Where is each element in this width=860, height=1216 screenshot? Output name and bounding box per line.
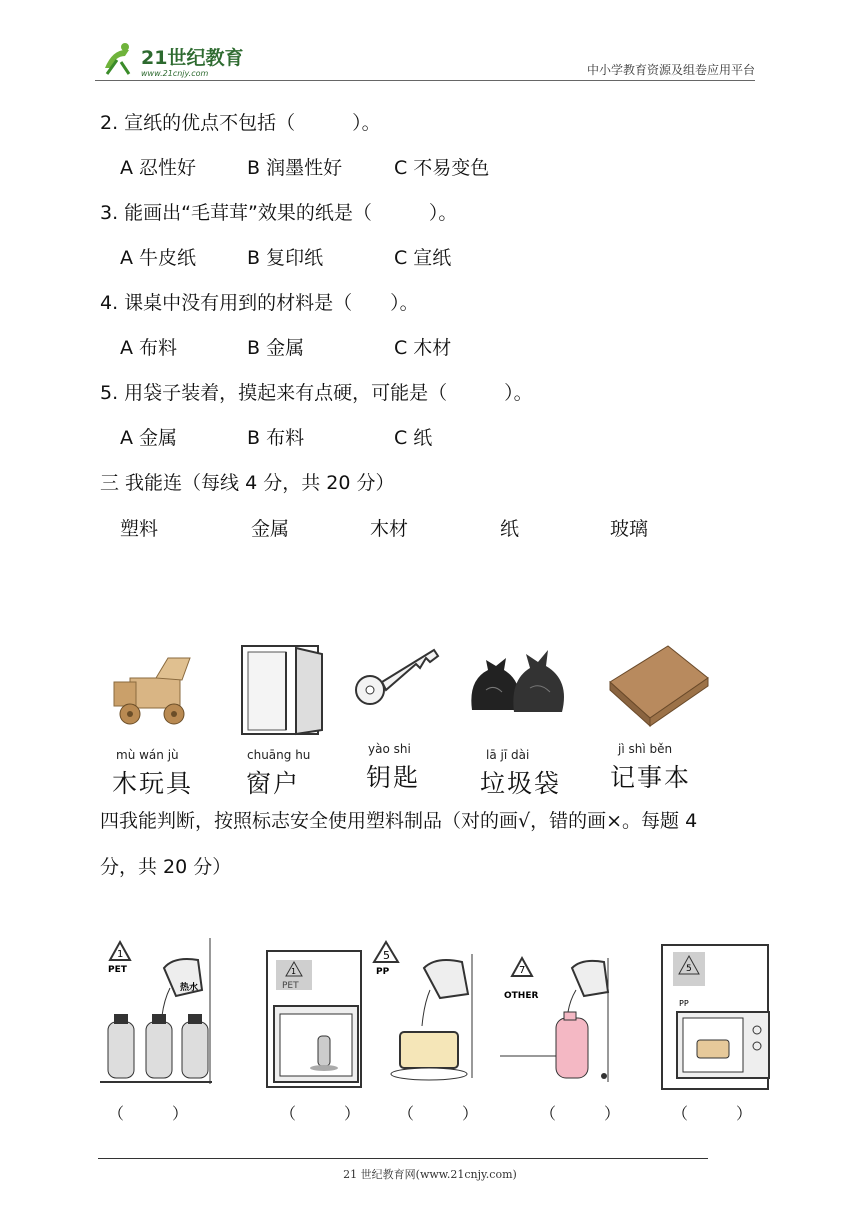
q2-option-a: A 忍性好 — [120, 157, 197, 179]
recycle-code-1: 1 — [117, 949, 124, 960]
item-hanzi-wooden-toy: 木玩具 — [112, 769, 194, 798]
footer-text: 21 世纪教育网(www.21cnjy.com) — [343, 1168, 517, 1181]
item-pinyin-key: yào shi — [368, 742, 411, 756]
question-2: 2. 宣纸的优点不包括（ ）。 — [100, 112, 381, 134]
recycle-label-pet-b: PET — [282, 981, 299, 991]
answer-blank-1[interactable]: （ ） — [108, 1104, 189, 1123]
section3-title: 三 我能连（每线 4 分，共 20 分） — [100, 472, 395, 494]
q5-option-a: A 金属 — [120, 427, 178, 449]
recycle-label-pet: PET — [108, 965, 127, 975]
item-hanzi-key: 钥匙 — [366, 763, 421, 792]
item-pinyin-wooden-toy: mù wán jù — [116, 748, 179, 762]
q2-option-b: B 润墨性好 — [247, 157, 343, 179]
answer-blank-5[interactable]: （ ） — [672, 1104, 753, 1123]
question-5: 5. 用袋子装着，摸起来有点硬，可能是（ ）。 — [100, 382, 533, 404]
item-pinyin-garbage-bag: lā jī dài — [486, 748, 530, 762]
q4-option-b: B 金属 — [247, 337, 305, 359]
q3-option-a: A 牛皮纸 — [120, 247, 197, 269]
question-3: 3. 能画出“毛茸茸”效果的纸是（ ）。 — [100, 202, 458, 224]
logo — [95, 38, 265, 82]
window-icon — [238, 644, 328, 736]
recycle-code-5: 5 — [383, 949, 390, 962]
item-hanzi-window: 窗户 — [246, 769, 301, 798]
material-wood: 木材 — [370, 518, 409, 540]
q3-option-c: C 宣纸 — [394, 247, 452, 269]
pet-microwave-picture — [266, 950, 364, 1090]
item-hanzi-garbage-bag: 垃圾袋 — [480, 769, 562, 798]
pet-hot-water-picture — [100, 938, 212, 1088]
q5-option-c: C 纸 — [394, 427, 433, 449]
section4-title-line2: 分，共 20 分） — [100, 856, 232, 878]
recycle-code-5b: 5 — [686, 964, 692, 974]
key-icon — [352, 644, 442, 714]
wooden-toy-icon — [108, 652, 200, 732]
q4-option-a: A 布料 — [120, 337, 178, 359]
pp-microwave-picture — [661, 944, 771, 1092]
section4-title-line1: 四我能判断，按照标志安全使用塑料制品（对的画√，错的画×。每题 4 — [100, 810, 698, 832]
recycle-label-pp: PP — [376, 967, 390, 977]
logo-sub: www.21cnjy.com — [141, 69, 209, 78]
material-paper: 纸 — [500, 518, 520, 540]
material-glass: 玻璃 — [610, 518, 649, 540]
q3-option-b: B 复印纸 — [247, 247, 324, 269]
footer-divider — [98, 1158, 708, 1159]
q5-option-b: B 布料 — [247, 427, 305, 449]
recycle-code-7: 7 — [519, 965, 526, 976]
header-divider — [95, 80, 755, 81]
notebook-icon — [604, 642, 714, 728]
answer-blank-2[interactable]: （ ） — [280, 1104, 361, 1123]
other-kettle-picture — [500, 938, 612, 1084]
garbage-bag-icon — [466, 640, 578, 720]
item-pinyin-notebook: jì shì běn — [618, 742, 673, 756]
header-platform-text: 中小学教育资源及组卷应用平台 — [586, 63, 755, 77]
recycle-label-other: OTHER — [504, 991, 539, 1001]
item-hanzi-notebook: 记事本 — [610, 763, 692, 792]
recycle-label-pp-b: PP — [679, 999, 689, 1008]
pp-kettle-picture — [370, 938, 474, 1084]
answer-blank-4[interactable]: （ ） — [540, 1104, 621, 1123]
material-plastic: 塑料 — [120, 518, 159, 540]
recycle-code-1b: 1 — [291, 967, 297, 976]
hot-water-label: 热水 — [180, 983, 199, 993]
item-pinyin-window: chuāng hu — [247, 748, 311, 762]
logo-main: 21世纪教育 — [141, 47, 244, 69]
q4-option-c: C 木材 — [394, 337, 452, 359]
material-metal: 金属 — [251, 518, 290, 540]
question-4: 4. 课桌中没有用到的材料是（ ）。 — [100, 292, 419, 314]
answer-blank-3[interactable]: （ ） — [398, 1104, 479, 1123]
q2-option-c: C 不易变色 — [394, 157, 490, 179]
